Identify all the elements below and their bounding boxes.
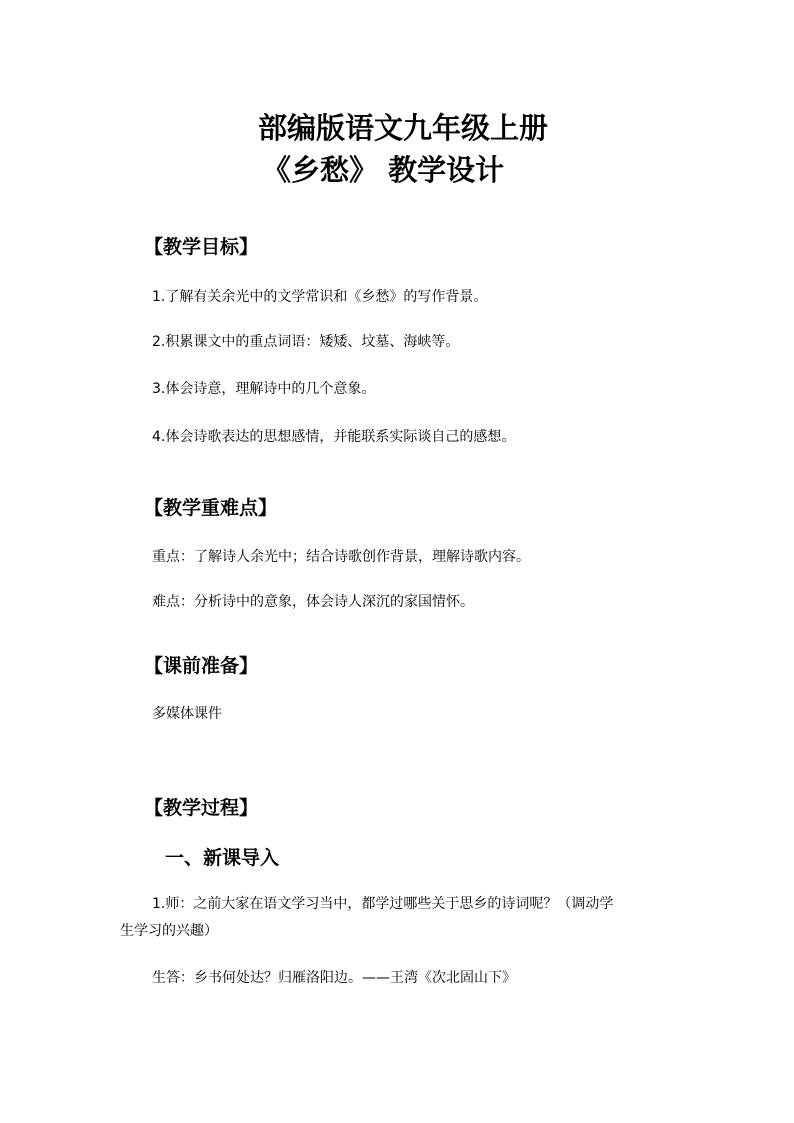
objective-item-3: 3.体会诗意，理解诗中的几个意象。 [152,381,376,397]
process-answer: 生答：乡书何处达？归雁洛阳边。——王湾《次北固山下》 [152,970,516,986]
key-point-item-2: 难点：分析诗中的意象，体会诗人深沉的家国情怀。 [152,594,474,610]
document-title-line1: 部编版语文九年级上册 [258,111,549,145]
process-heading: 【教学过程】 [144,797,259,819]
process-subheading: 一、新课导入 [165,847,280,869]
key-points-heading: 【教学重难点】 [144,497,278,519]
preparation-item-1: 多媒体课件 [152,706,222,722]
objective-item-4: 4.体会诗歌表达的思想感情，并能联系实际谈自己的感想。 [152,429,516,445]
document-title-line2: 《乡愁》 教学设计 [262,153,505,187]
objective-item-1: 1.了解有关余光中的文学常识和《乡愁》的写作背景。 [152,289,488,305]
objective-item-2: 2.积累课文中的重点词语：矮矮、坟墓、海峡等。 [152,334,460,350]
key-point-item-1: 重点：了解诗人余光中；结合诗歌创作背景，理解诗歌内容。 [152,549,530,565]
process-paragraph-line1: 1.师：之前大家在语文学习当中，都学过哪些关于思乡的诗词呢？（调动学 [152,896,614,912]
process-paragraph-line2: 生学习的兴趣） [120,923,218,939]
preparation-heading: 【课前准备】 [144,655,259,677]
objectives-heading: 【教学目标】 [144,236,259,258]
